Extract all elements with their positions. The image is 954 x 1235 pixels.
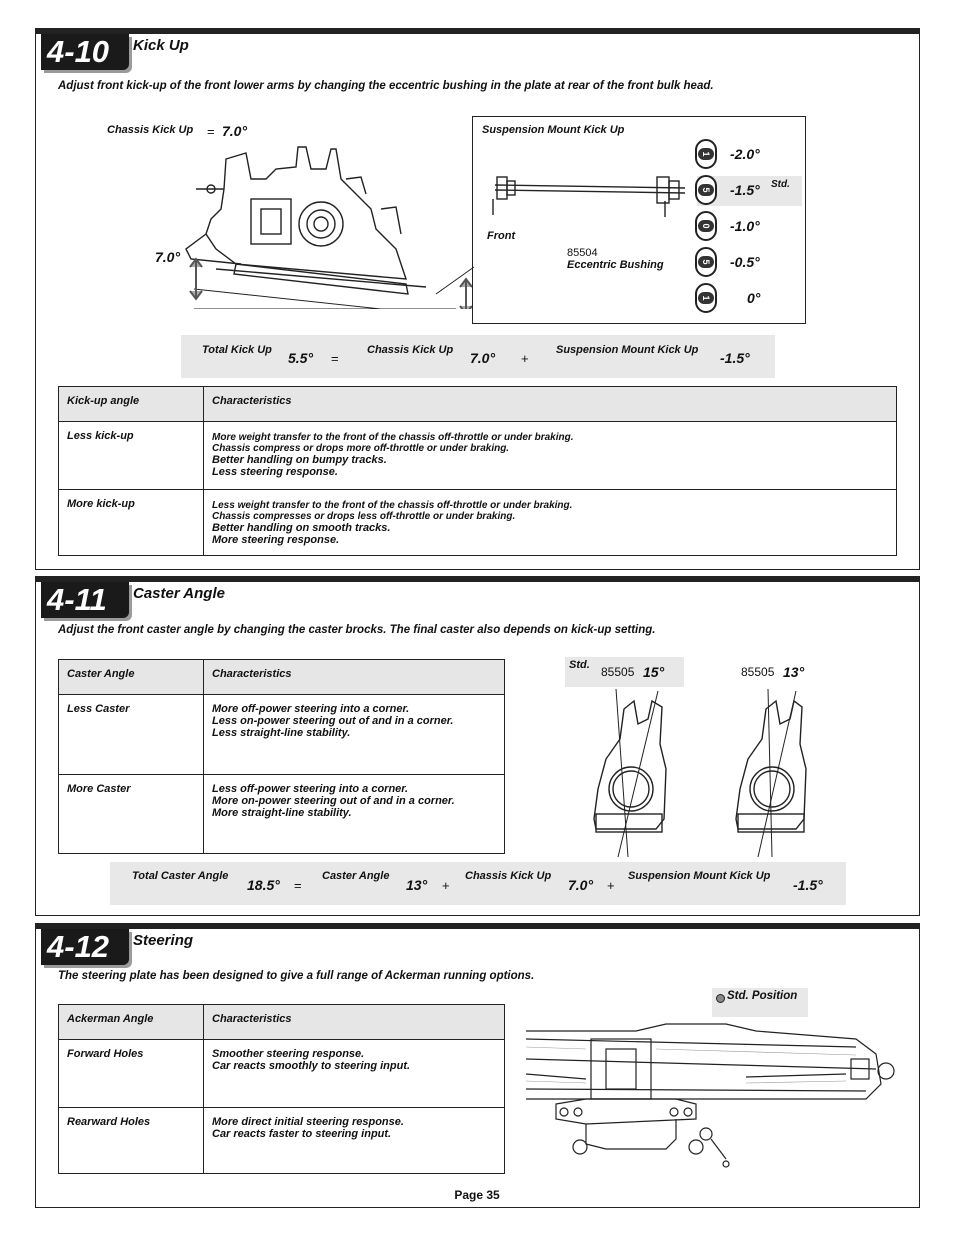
steering-plate-illustration	[526, 1019, 896, 1169]
section-intro: Adjust front kick-up of the front lower arms by changing the eccentric bushing in the plate at rear of the front bulk head.	[58, 80, 714, 92]
section-intro: Adjust the front caster angle by changing the caster brocks. The final caster also depends on kick-up setting.	[58, 624, 656, 636]
row-line: Smoother steering response.	[212, 1048, 365, 1060]
formula-total-label: Total Caster Angle	[132, 870, 229, 882]
table-header: Kick-up angle	[59, 387, 204, 422]
row-name: More Caster	[59, 775, 204, 854]
row-line: Chassis compresses or drops less off-throttle or under braking.	[212, 511, 516, 522]
section-top-bar	[36, 924, 919, 929]
caster-formula	[110, 862, 846, 905]
kickup-table	[58, 386, 897, 556]
chassis-kick-label: Chassis Kick Up	[107, 124, 194, 136]
table-row	[59, 1108, 505, 1174]
page-number: Page 35	[454, 1188, 500, 1202]
row-line: More off-power steering into a corner.	[212, 703, 410, 715]
caster-angle-value: 15°	[643, 664, 665, 680]
bushing-value: -0.5°	[730, 254, 760, 270]
formula-chassis-value: 7.0°	[470, 350, 496, 366]
chassis-kick-eq: =	[207, 124, 215, 139]
formula-eq: =	[331, 351, 339, 366]
chassis-kick-value: 7.0°	[222, 123, 248, 139]
row-line: Less on-power steering out of and in a corner.	[212, 715, 454, 727]
section-title: Caster Angle	[133, 585, 225, 602]
formula-mount-label: Suspension Mount Kick Up	[628, 870, 771, 882]
row-line: More weight transfer to the front of the chassis off-throttle or under braking.	[212, 432, 574, 443]
bushing-icon: 1	[695, 283, 717, 313]
row-name: Rearward Holes	[59, 1108, 204, 1174]
section-number: 4-10	[41, 34, 129, 70]
formula-plus: +	[521, 351, 529, 366]
side-angle-value: 7.0°	[155, 249, 181, 265]
formula-plus: +	[442, 878, 450, 893]
section-top-bar	[36, 577, 919, 582]
ackerman-table	[58, 1004, 505, 1174]
formula-mount-label: Suspension Mount Kick Up	[556, 344, 699, 356]
std-position-legend	[712, 988, 808, 1017]
bushing-value: -2.0°	[730, 146, 760, 162]
table-header: Characteristics	[204, 1005, 505, 1040]
row-line: Car reacts smoothly to steering input.	[212, 1060, 411, 1072]
std-position-label: Std. Position	[727, 990, 798, 1002]
row-name: More kick-up	[59, 490, 204, 556]
section-intro: The steering plate has been designed to give a full range of Ackerman running options.	[58, 970, 535, 982]
row-line: Less steering response.	[212, 466, 338, 478]
formula-eq: =	[294, 878, 302, 893]
bushing-icon: 5	[695, 247, 717, 277]
kickup-formula	[181, 335, 775, 378]
formula-total-value: 18.5°	[247, 877, 280, 893]
section-top-bar	[36, 29, 919, 34]
row-line: More steering response.	[212, 534, 340, 546]
row-line: Less weight transfer to the front of the chassis off-throttle or under braking.	[212, 500, 573, 511]
row-line: Less off-power steering into a corner.	[212, 783, 409, 795]
bushing-icon: 0	[695, 211, 717, 241]
row-line: Better handling on smooth tracks.	[212, 522, 391, 534]
row-line: Better handling on bumpy tracks.	[212, 454, 387, 466]
bulkhead-illustration	[146, 139, 476, 309]
section-title: Kick Up	[133, 37, 189, 54]
formula-plus: +	[607, 878, 615, 893]
row-line: Car reacts faster to steering input.	[212, 1128, 392, 1140]
bushing-value: -1.5°	[730, 182, 760, 198]
bushing-part-number: 85504	[567, 247, 598, 259]
row-line: More straight-line stability.	[212, 807, 352, 819]
caster-part-number: 85505	[601, 665, 635, 679]
section-caster-angle	[35, 576, 920, 916]
table-header: Ackerman Angle	[59, 1005, 204, 1040]
section-steering	[35, 923, 920, 1208]
formula-total-label: Total Kick Up	[202, 344, 272, 356]
front-label: Front	[487, 230, 516, 242]
section-number: 4-11	[41, 582, 129, 618]
bushing-icon: 1	[695, 139, 717, 169]
table-header: Characteristics	[204, 387, 897, 422]
row-line: Chassis compress or drops more off-throttle or under braking.	[212, 443, 510, 454]
bushing-value: 0°	[747, 290, 761, 306]
mount-title: Suspension Mount Kick Up	[482, 124, 625, 136]
std-position-dot-icon	[716, 994, 725, 1003]
formula-chassis-label: Chassis Kick Up	[465, 870, 552, 882]
section-title: Steering	[133, 932, 194, 949]
row-name: Less kick-up	[59, 422, 204, 490]
section-kick-up	[35, 28, 920, 570]
caster-table	[58, 659, 505, 854]
formula-caster-label: Caster Angle	[322, 870, 390, 882]
formula-chassis-value: 7.0°	[568, 877, 594, 893]
suspension-arm-illustration	[485, 165, 695, 225]
caster-std-label: Std.	[569, 659, 590, 671]
formula-mount-value: -1.5°	[793, 877, 823, 893]
table-row	[59, 490, 897, 556]
bushing-icon: 5	[695, 175, 717, 205]
formula-chassis-label: Chassis Kick Up	[367, 344, 454, 356]
section-number: 4-12	[41, 929, 129, 965]
row-name: Forward Holes	[59, 1040, 204, 1108]
table-row	[59, 1040, 505, 1108]
row-line: More on-power steering out of and in a corner.	[212, 795, 455, 807]
formula-total-value: 5.5°	[288, 350, 314, 366]
bushing-value: -1.0°	[730, 218, 760, 234]
caster-angle-value: 13°	[783, 664, 805, 680]
std-label: Std.	[771, 179, 790, 190]
formula-caster-value: 13°	[406, 877, 428, 893]
table-row	[59, 775, 505, 854]
bushing-part-name: Eccentric Bushing	[567, 259, 664, 271]
table-row	[59, 695, 505, 775]
table-header: Characteristics	[204, 660, 505, 695]
suspension-mount-panel	[472, 116, 806, 324]
row-line: Less straight-line stability.	[212, 727, 351, 739]
table-header: Caster Angle	[59, 660, 204, 695]
row-line: More direct initial steering response.	[212, 1116, 404, 1128]
caster-part-number: 85505	[741, 665, 775, 679]
row-name: Less Caster	[59, 695, 204, 775]
formula-mount-value: -1.5°	[720, 350, 750, 366]
table-row	[59, 422, 897, 490]
caster-block-illustration	[586, 689, 826, 857]
